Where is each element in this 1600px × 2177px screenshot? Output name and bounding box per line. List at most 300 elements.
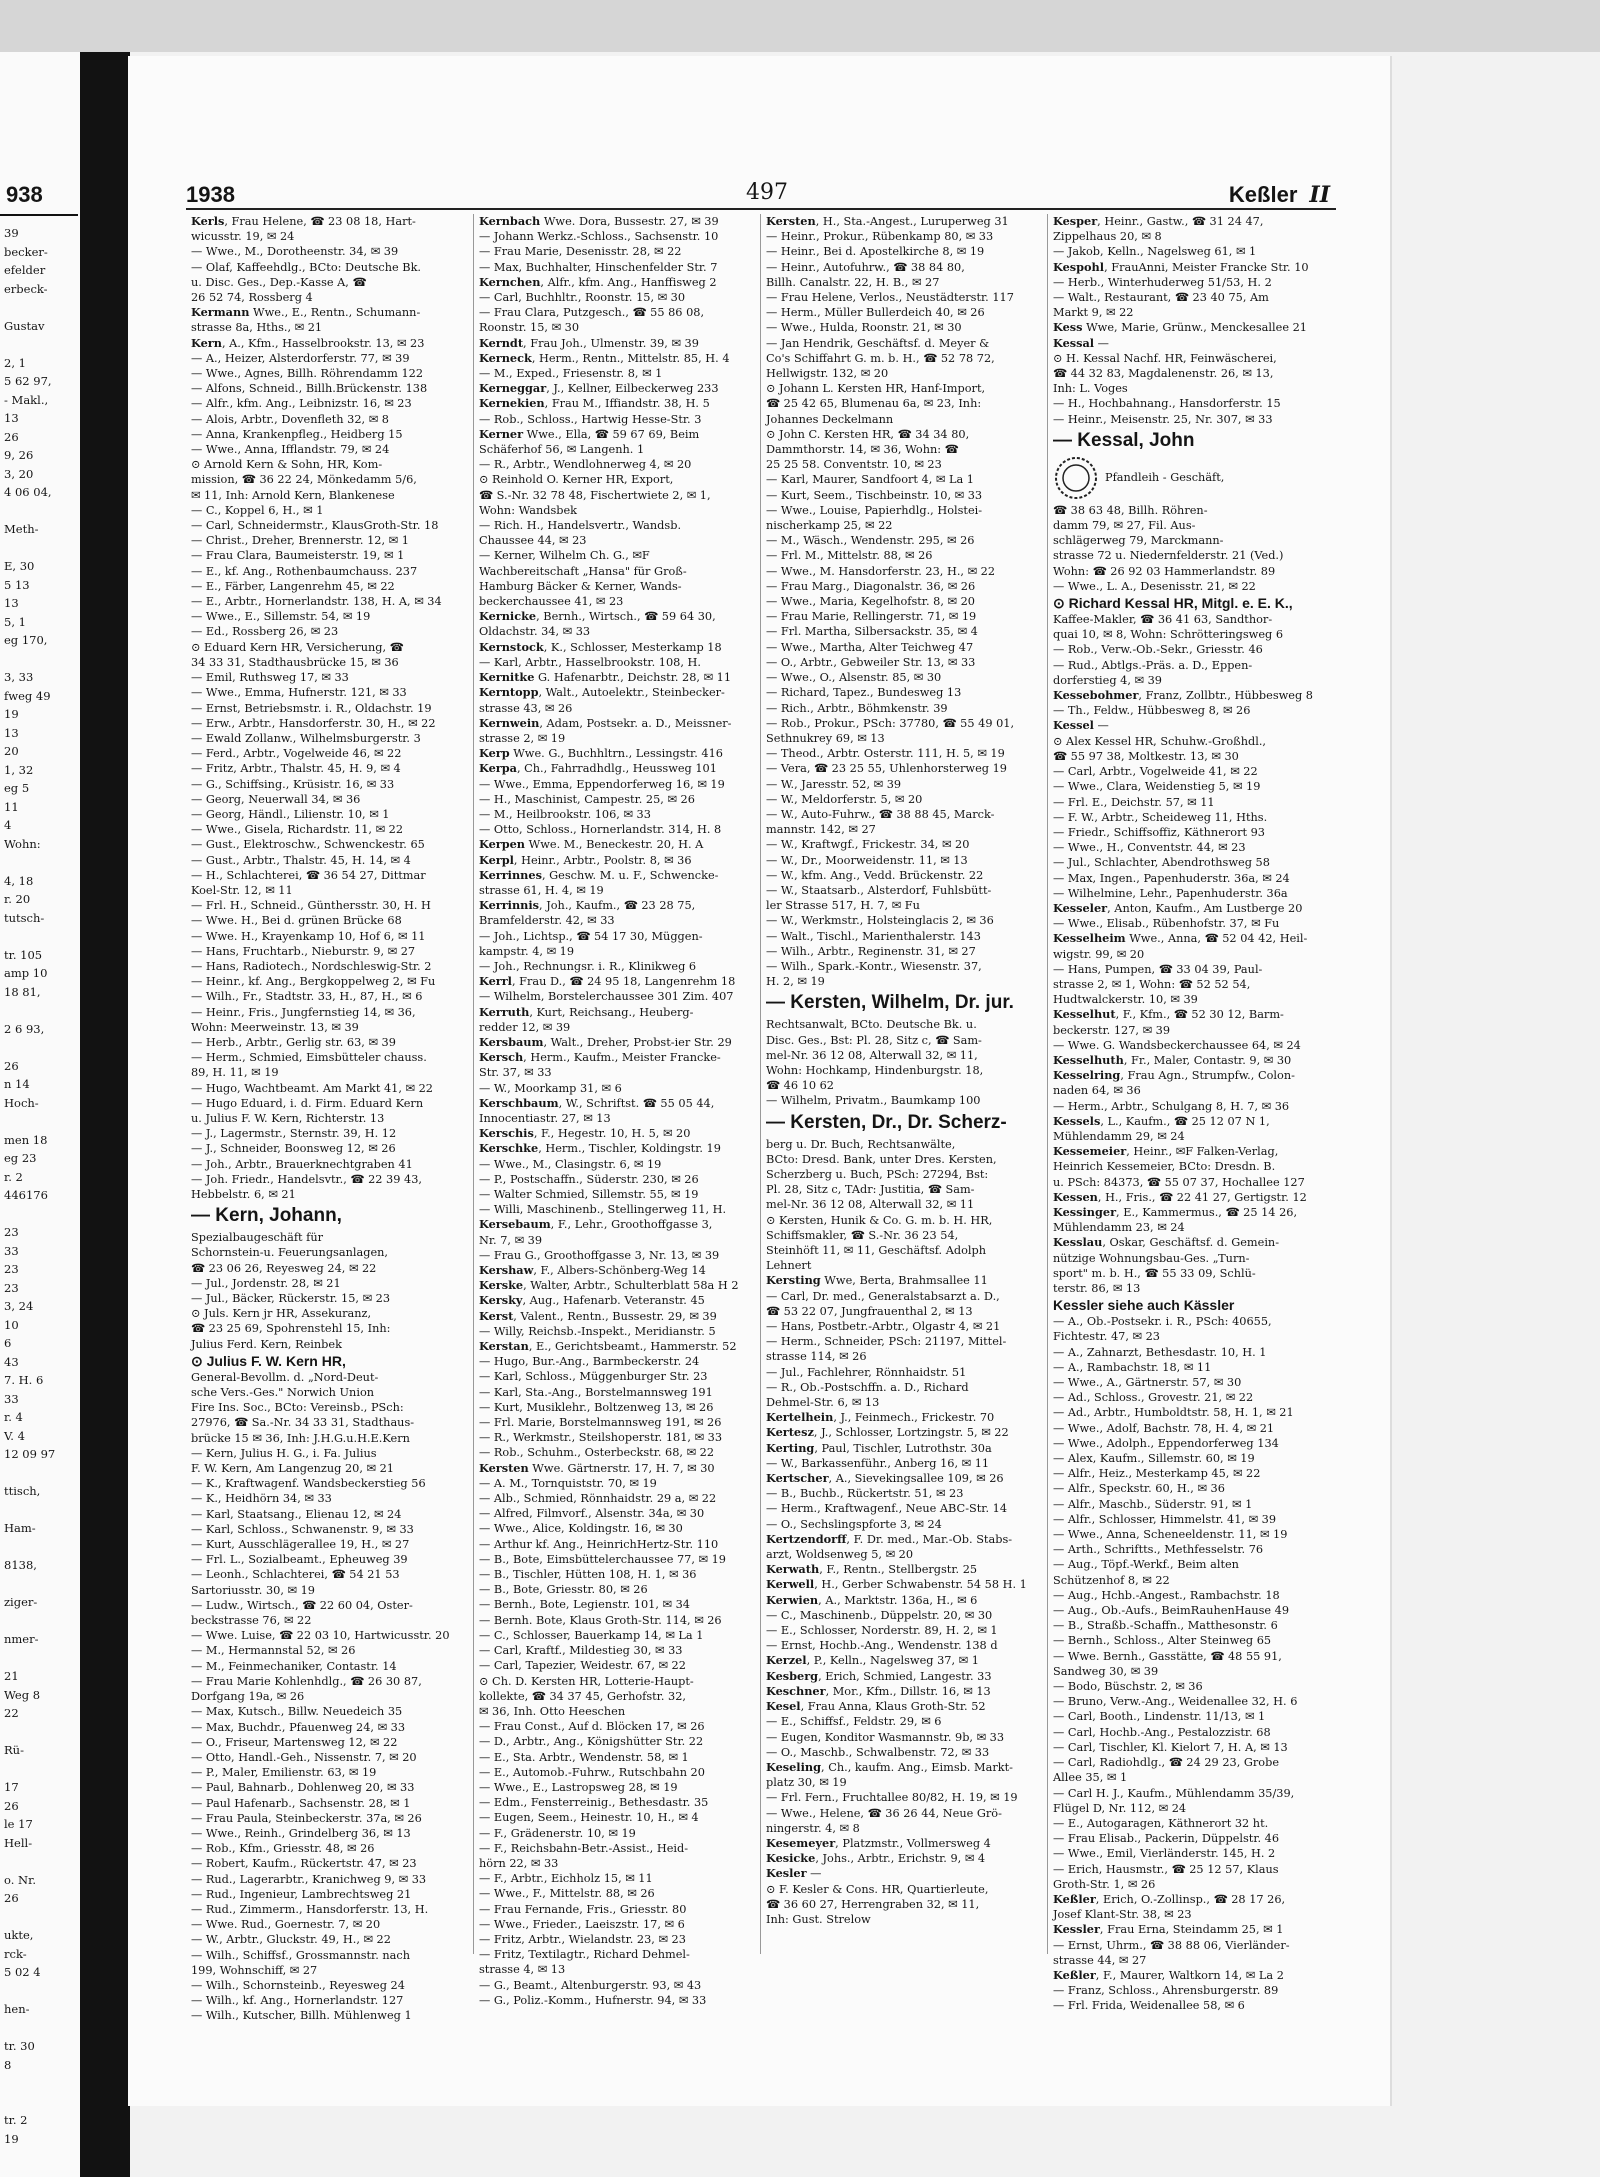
entry-surname: Kerruth bbox=[479, 1004, 530, 1019]
entry-surname: Kesemeyer bbox=[766, 1835, 836, 1850]
left-page-line: 4 06 04, bbox=[4, 485, 52, 499]
directory-entry: — Friedr., Schiffsoffiz, Käthnerort 93 bbox=[1053, 825, 1265, 839]
directory-entry: — Max, Ingen., Papenhuderstr. 36a, ✉ 24 bbox=[1053, 871, 1290, 885]
left-page-line bbox=[0, 2074, 84, 2093]
directory-entry: — W., Werkmstr., Holsteinglacis 2, ✉ 36 bbox=[766, 914, 994, 928]
directory-entry: Kaffee-Makler, ☎ 36 41 63, Sandthor- bbox=[1053, 613, 1273, 627]
directory-entry: — Wwe., M., Clasingstr. 6, ✉ 19 bbox=[479, 1157, 662, 1171]
directory-entry: — Frl. L., Sozialbeamt., Epheuweg 39 bbox=[191, 1553, 408, 1567]
left-page-line: r. 2 bbox=[4, 1169, 23, 1184]
directory-entry: — W., Dr., Moorweidenstr. 11, ✉ 13 bbox=[766, 853, 968, 867]
directory-column-1 bbox=[186, 214, 473, 2023]
left-page-line: Hell- bbox=[4, 1835, 33, 1850]
left-page-line: 4 bbox=[4, 818, 12, 832]
entry-surname: Kersky bbox=[479, 1293, 523, 1308]
left-page-line: hen- bbox=[4, 2002, 30, 2016]
directory-entry: — Jul., Schlachter, Abendrothsweg 58 bbox=[1053, 856, 1270, 870]
directory-entry: Kernekien, Frau M., Iffiandstr. 38, H. 5 bbox=[479, 396, 710, 411]
directory-entry: — Franz, Schloss., Ahrensburgerstr. 89 bbox=[1053, 1984, 1279, 1998]
directory-entry: Kernwein, Adam, Postsekr. a. D., Meissner- bbox=[479, 715, 732, 730]
entry-surname: Kessler bbox=[1053, 1922, 1100, 1937]
directory-entry: — A., Rambachstr. 18, ✉ 11 bbox=[1053, 1360, 1212, 1374]
directory-entry: Kertscher, A., Sievekingsallee 109, ✉ 26 bbox=[766, 1471, 1004, 1486]
directory-entry: — Rud., Lagerarbtr., Kranichweg 9, ✉ 33 bbox=[191, 1872, 427, 1886]
directory-entry: — Emil, Ruthsweg 17, ✉ 33 bbox=[191, 671, 349, 685]
left-page-line bbox=[0, 1464, 84, 1483]
directory-entry: — Wwe., M., Dorotheenstr. 34, ✉ 39 bbox=[191, 245, 399, 259]
directory-entry: Kerndt, Frau Joh., Ulmenstr. 39, ✉ 39 bbox=[479, 335, 699, 350]
directory-entry: — Carl, Hochb.-Ang., Pestalozzistr. 68 bbox=[1053, 1725, 1271, 1739]
left-page-line: 2 6 93, bbox=[4, 1021, 45, 1036]
directory-entry: — M., Wäsch., Wendenstr. 295, ✉ 26 bbox=[766, 534, 975, 548]
directory-entry: — Ad., Arbtr., Humboldtstr. 58, H. 1, ✉ 21 bbox=[1053, 1406, 1294, 1420]
directory-entry: — A. M., Tornquiststr. 70, ✉ 19 bbox=[479, 1476, 657, 1490]
left-page-line: men 18 bbox=[4, 1132, 48, 1147]
directory-entry: Wohn: Meerweinstr. 13, ✉ 39 bbox=[191, 1020, 359, 1034]
header-year: 1938 bbox=[186, 182, 235, 207]
directory-entry: Hebbelstr. 6, ✉ 21 bbox=[191, 1188, 296, 1201]
entry-surname: Kerls bbox=[191, 214, 225, 228]
left-page-line bbox=[0, 1112, 84, 1131]
directory-entry: — B., Bote, Griesstr. 80, ✉ 26 bbox=[479, 1583, 648, 1597]
directory-entry: Kerske, Walter, Arbtr., Schulterblatt 58a H 2 bbox=[479, 1278, 739, 1293]
entry-surname: Kessels bbox=[1053, 1113, 1101, 1128]
directory-entry: ⊙ John C. Kersten HR, ☎ 34 34 80, bbox=[766, 427, 970, 441]
left-page-line: 20 bbox=[4, 744, 19, 758]
left-page-line: 11 bbox=[4, 799, 19, 814]
directory-entry: Kerrl, Frau D., ☎ 24 95 18, Langenrehm 18 bbox=[479, 974, 736, 989]
directory-entry: Groth-Str. 1, ✉ 26 bbox=[1053, 1877, 1156, 1891]
directory-entry: — Carl, Radiohdlg., ☎ 24 29 23, Grobe bbox=[1053, 1756, 1280, 1770]
directory-entry: Co's Schiffahrt G. m. b. H., ☎ 52 78 72, bbox=[766, 351, 995, 365]
directory-entry: mission, ☎ 36 22 24, Mönkedamm 5/6, bbox=[191, 473, 417, 487]
directory-entry: — A., Ob.-Postsekr. i. R., PSch: 40655, bbox=[1053, 1315, 1272, 1329]
directory-entry: beckerchaussee 41, ✉ 23 bbox=[479, 595, 624, 609]
entry-surname: Kerzel bbox=[766, 1653, 807, 1668]
directory-entry: — Frl. Fern., Fruchtallee 80/82, H. 19, ✉ 19 bbox=[766, 1791, 1018, 1805]
directory-entry: — Ernst, Hochb.-Ang., Wendenstr. 138 d bbox=[766, 1639, 998, 1653]
left-page-line: r. 20 bbox=[4, 892, 31, 906]
directory-entry: 34 33 31, Stadthausbrücke 15, ✉ 36 bbox=[191, 655, 399, 669]
display-entry-heading: — Kessal, John bbox=[1053, 429, 1195, 451]
directory-entry: mannstr. 142, ✉ 27 bbox=[766, 823, 876, 837]
directory-entry: — Frau Fernande, Fris., Griesstr. 80 bbox=[479, 1902, 687, 1916]
directory-entry: Kersky, Aug., Hafenarb. Veteranstr. 45 bbox=[479, 1293, 705, 1308]
entry-surname: Kessinger bbox=[1053, 1204, 1117, 1219]
directory-entry: Kessemeier, Heinr., ✉F Falken-Verlag, bbox=[1053, 1144, 1279, 1159]
directory-entry: — Wwe. Bernh., Gasstätte, ☎ 48 55 91, bbox=[1053, 1649, 1282, 1663]
display-entry-heading: — Kersten, Dr., Dr. Scherz- bbox=[766, 1111, 1007, 1133]
directory-entry: Kesicke, Johs., Arbtr., Erichstr. 9, ✉ 4 bbox=[766, 1851, 986, 1866]
directory-entry: H. 2, ✉ 19 bbox=[766, 975, 825, 989]
directory-entry: — Karl, Schloss., Schwanenstr. 9, ✉ 33 bbox=[191, 1522, 414, 1536]
header-rule bbox=[186, 208, 1336, 210]
display-entry-heading: — Kersten, Wilhelm, Dr. jur. bbox=[766, 992, 1014, 1014]
directory-entry: Schützenhof 8, ✉ 22 bbox=[1053, 1573, 1170, 1587]
directory-entry: — W., kfm. Ang., Vedd. Brückenstr. 22 bbox=[766, 868, 984, 882]
directory-entry: — G., Poliz.-Komm., Hufnerstr. 94, ✉ 33 bbox=[479, 1993, 707, 2007]
directory-entry: — O., Sechslingspforte 3, ✉ 24 bbox=[766, 1517, 942, 1531]
directory-entry: — Wwe., Anna, Scheneeldenstr. 11, ✉ 19 bbox=[1053, 1528, 1288, 1542]
entry-surname: Kertelhein bbox=[766, 1410, 834, 1425]
left-page-line: le 17 bbox=[4, 1817, 33, 1831]
directory-entry: Wohn: Hochkamp, Hindenburgstr. 18, bbox=[766, 1063, 984, 1077]
directory-entry: — Bodo, Büschstr. 2, ✉ 36 bbox=[1053, 1680, 1203, 1694]
directory-entry: strasse 44, ✉ 27 bbox=[1053, 1953, 1147, 1967]
directory-entry: Kersbaum, Walt., Dreher, Probst-ier Str. 29 bbox=[479, 1034, 732, 1049]
directory-entry: Kershaw, F., Albers-Schönberg-Weg 14 bbox=[479, 1263, 706, 1278]
directory-entry: — Wilhelm, Borstelerchaussee 301 Zim. 407 bbox=[479, 990, 734, 1004]
left-page-line: 8 bbox=[4, 2057, 12, 2072]
directory-entry: Wachbereitschaft „Hansa" für Groß- bbox=[479, 564, 687, 578]
directory-entry: nützige Wohnungsbau-Ges. „Turn- bbox=[1053, 1251, 1250, 1265]
directory-entry: — Willy, Reichsb.-Inspekt., Meridianstr. 5 bbox=[479, 1324, 716, 1338]
directory-entry: — Walt., Tischl., Marienthalerstr. 143 bbox=[766, 929, 981, 943]
directory-entry: ☎ 46 10 62 bbox=[766, 1079, 834, 1093]
directory-entry: 199, Wohnschiff, ✉ 27 bbox=[191, 1963, 318, 1977]
directory-entry: — Carl, Tischler, Kl. Kielort 7, H. A, ✉ 13 bbox=[1053, 1740, 1288, 1754]
entry-surname: Kertscher bbox=[766, 1471, 829, 1486]
left-page-line bbox=[0, 298, 84, 317]
directory-entry: — Herm., Müller Bullerdeich 40, ✉ 26 bbox=[766, 306, 985, 320]
directory-entry: — Wwe., Anna, Ifflandstr. 79, ✉ 24 bbox=[191, 443, 390, 457]
directory-entry: — Frl. Martha, Silbersackstr. 35, ✉ 4 bbox=[766, 625, 978, 639]
directory-entry: — Ernst, Uhrm., ☎ 38 88 06, Vierländer- bbox=[1053, 1938, 1290, 1952]
directory-entry: arzt, Woldsenweg 5, ✉ 20 bbox=[766, 1548, 914, 1562]
entry-surname: Kerske bbox=[479, 1278, 524, 1293]
directory-entry: — Wwe., M. Hansdorferstr. 23, H., ✉ 22 bbox=[766, 564, 996, 578]
directory-entry: Steinhöft 11, ✉ 11, Geschäftsf. Adolph bbox=[766, 1244, 987, 1257]
directory-entry: — Paul Hafenarb., Sachsenstr. 28, ✉ 1 bbox=[191, 1796, 411, 1810]
directory-entry: redder 12, ✉ 39 bbox=[479, 1020, 571, 1034]
directory-entry: — W., Meldorferstr. 5, ✉ 20 bbox=[766, 792, 923, 806]
entry-surname: Kessen bbox=[1053, 1189, 1098, 1204]
directory-entry: — Jul., Fachlehrer, Rönnhaidstr. 51 bbox=[766, 1365, 967, 1379]
directory-entry: — Wwe. G. Wandsbeckerchaussee 64, ✉ 24 bbox=[1053, 1038, 1301, 1052]
directory-entry: strasse 61, H. 4, ✉ 19 bbox=[479, 883, 604, 897]
directory-entry: — Max, Buchdr., Pfauenweg 24, ✉ 33 bbox=[191, 1720, 406, 1734]
left-page-line: 33 bbox=[4, 1243, 19, 1258]
left-page-line: 18 81, bbox=[4, 984, 41, 999]
directory-entry: Kerst, Valent., Rentn., Bussestr. 29, ✉ 39 bbox=[479, 1308, 717, 1323]
directory-entry: — Aug., Ob.-Aufs., BeimRauhenHause 49 bbox=[1053, 1604, 1290, 1618]
directory-entry: — Alfr., Speckstr. 60, H., ✉ 36 bbox=[1053, 1482, 1225, 1496]
directory-entry: — Alb., Schmied, Rönnhaidstr. 29 a, ✉ 22 bbox=[479, 1492, 717, 1506]
directory-entry: — Kern, Julius H. G., i. Fa. Julius bbox=[191, 1446, 377, 1460]
directory-entry: — Willi, Maschinenb., Stellingerweg 11, H. bbox=[479, 1203, 727, 1217]
directory-entry: Inh: L. Voges bbox=[1053, 382, 1128, 396]
directory-entry: — Wwe. Rud., Goernestr. 7, ✉ 20 bbox=[191, 1918, 381, 1932]
directory-entry: naden 64, ✉ 36 bbox=[1053, 1084, 1141, 1098]
entry-surname: Kerschke bbox=[479, 1141, 539, 1156]
directory-entry: Fire Ins. Soc., BCto: Vereinsb., PSch: bbox=[191, 1401, 404, 1415]
entry-surname: Kesselheim bbox=[1053, 931, 1126, 946]
directory-entry: Kerschbaum, W., Schriftst. ☎ 55 05 44, bbox=[479, 1095, 715, 1110]
directory-entry: strasse 114, ✉ 26 bbox=[766, 1350, 867, 1364]
directory-entry: — Fritz, Arbtr., Thalstr. 45, H. 9, ✉ 4 bbox=[191, 762, 401, 776]
directory-entry: — Wwe. H., Krayenkamp 10, Hof 6, ✉ 11 bbox=[191, 929, 426, 943]
directory-entry: — Wwe., H., Conventstr. 44, ✉ 23 bbox=[1053, 841, 1246, 855]
directory-entry: ⊙ F. Kesler & Cons. HR, Quartierleute, bbox=[766, 1882, 989, 1896]
entry-surname: Kerstan bbox=[479, 1339, 529, 1354]
directory-entry: — Alex, Kaufm., Sillemstr. 60, ✉ 19 bbox=[1053, 1452, 1255, 1466]
directory-entry: mel-Nr. 36 12 08, Alterwall 32, ✉ 11 bbox=[766, 1198, 975, 1212]
directory-entry: Kersch, Herm., Kaufm., Meister Francke- bbox=[479, 1050, 721, 1065]
directory-entry: — Frl. H., Schneid., Günthersstr. 30, H. H bbox=[191, 899, 431, 913]
directory-entry: Keseling, Ch., kaufm. Ang., Eimsb. Markt- bbox=[766, 1759, 1013, 1774]
directory-entry: — Paul, Bahnarb., Dohlenweg 20, ✉ 33 bbox=[191, 1781, 415, 1795]
directory-entry: Kespohl, FrauAnni, Meister Francke Str. 10 bbox=[1053, 259, 1309, 274]
directory-entry: — Ewald Zollanw., Wilhelmsburgerstr. 3 bbox=[191, 731, 421, 745]
directory-entry: General-Bevollm. d. „Nord-Deut- bbox=[191, 1370, 379, 1384]
directory-entry: — W., Moorkamp 31, ✉ 6 bbox=[479, 1081, 622, 1095]
directory-entry: Kernbach Wwe. Dora, Bussestr. 27, ✉ 39 bbox=[479, 214, 719, 228]
entry-surname: Kesel bbox=[766, 1699, 801, 1714]
left-page-line: 3, 33 bbox=[4, 670, 34, 684]
directory-entry: — H., Schlachterei, ☎ 36 54 27, Dittmar bbox=[191, 868, 426, 882]
left-page-line: eg 170, bbox=[4, 633, 48, 647]
directory-entry: — Fritz, Textilagtr., Richard Dehmel- bbox=[479, 1948, 690, 1962]
book-spine bbox=[80, 52, 130, 2177]
directory-entry: Kermann Wwe., E., Rentn., Schumann- bbox=[191, 305, 421, 320]
directory-entry: — M., Hermannstal 52, ✉ 26 bbox=[191, 1644, 356, 1658]
directory-entry: Kerls, Frau Helene, ☎ 23 08 18, Hart- bbox=[191, 214, 416, 228]
directory-entry: Hellwigstr. 132, ✉ 20 bbox=[766, 367, 889, 381]
left-page-line bbox=[0, 1908, 84, 1927]
directory-entry: Wohn: ☎ 26 92 03 Hammerlandstr. 89 bbox=[1053, 564, 1276, 578]
directory-entry: ☎ S.-Nr. 32 78 48, Fischertwiete 2, ✉ 1, bbox=[479, 488, 711, 502]
directory-entry: — Bernh., Bote, Legienstr. 101, ✉ 34 bbox=[479, 1598, 690, 1612]
left-page-line: 4, 18 bbox=[4, 873, 34, 888]
directory-entry: Kesberg, Erich, Schmied, Langestr. 33 bbox=[766, 1668, 992, 1683]
left-page-line: 1, 32 bbox=[4, 762, 34, 777]
left-page-line: 26 bbox=[4, 1891, 19, 1905]
directory-entry: Kertelhein, J., Feinmech., Frickestr. 70 bbox=[766, 1410, 995, 1425]
directory-entry: ✉ 36, Inh. Otto Heeschen bbox=[479, 1704, 626, 1718]
left-page-line: 5 13 bbox=[4, 577, 30, 592]
directory-entry: — H., Hochbahnang., Hansdorferstr. 15 bbox=[1053, 397, 1281, 411]
directory-entry: — Alfons, Schneid., Billh.Brückenstr. 138 bbox=[191, 382, 428, 396]
entry-surname: Kertzendorff bbox=[766, 1531, 847, 1546]
directory-entry: Schornstein-u. Feuerungsanlagen, bbox=[191, 1246, 388, 1260]
directory-entry: u. Disc. Ges., Dep.-Kasse A, ☎ bbox=[191, 275, 367, 289]
directory-entry: — Bruno, Verw.-Ang., Weidenallee 32, H. 6 bbox=[1053, 1695, 1298, 1709]
directory-entry: — R., Ob.-Postschffn. a. D., Richard bbox=[766, 1380, 969, 1394]
directory-entry: Sandweg 30, ✉ 39 bbox=[1053, 1664, 1159, 1678]
directory-entry: Inh: Gust. Strelow bbox=[766, 1912, 871, 1926]
directory-entry: 27976, ☎ Sa.-Nr. 34 33 31, Stadthaus- bbox=[191, 1416, 415, 1430]
directory-entry: — Carl, Dr. med., Generalstabsarzt a. D., bbox=[766, 1289, 1000, 1303]
directory-entry: — Hans, Radiotech., Nordschleswig-Str. 2 bbox=[191, 959, 432, 973]
directory-entry: — Carl, Arbtr., Vogelweide 41, ✉ 22 bbox=[1053, 765, 1258, 779]
directory-entry: — Wwe., Clara, Weidenstieg 5, ✉ 19 bbox=[1053, 780, 1261, 794]
entry-surname: Kersbaum bbox=[479, 1034, 544, 1049]
directory-entry: — Carl, Schneidermstr., KlausGroth-Str. 18 bbox=[191, 519, 439, 533]
left-page-line: 13 bbox=[4, 596, 19, 610]
directory-entry: Bramfelderstr. 42, ✉ 33 bbox=[479, 914, 615, 928]
directory-entry: — O., Friseur, Martensweg 12, ✉ 22 bbox=[191, 1735, 398, 1749]
directory-entry: — Heinr., kf. Ang., Bergkoppelweg 2, ✉ Fu bbox=[191, 975, 436, 989]
directory-entry: — Rich., Arbtr., Böhmkenstr. 39 bbox=[766, 701, 948, 715]
entry-surname: Keßler bbox=[1053, 1967, 1096, 1982]
directory-entry: beckerstr. 127, ✉ 39 bbox=[1053, 1023, 1171, 1037]
directory-entry: — E., Autogaragen, Käthnerort 32 ht. bbox=[1053, 1816, 1269, 1830]
directory-entry: Mühlendamm 29, ✉ 24 bbox=[1053, 1129, 1185, 1143]
entry-surname: Kernwein bbox=[479, 715, 540, 730]
left-page-fragment bbox=[0, 52, 84, 2177]
entry-surname: Kermann bbox=[191, 305, 250, 320]
directory-entry: Sartoriusstr. 30, ✉ 19 bbox=[191, 1583, 315, 1597]
directory-entry: Wohn: Wandsbek bbox=[479, 503, 578, 517]
left-page-line bbox=[0, 1501, 84, 1520]
directory-entry: — W., Auto-Fuhrw., ☎ 38 88 45, Marck- bbox=[766, 807, 995, 821]
directory-entry: — Frau Clara, Baumeisterstr. 19, ✉ 1 bbox=[191, 549, 405, 563]
directory-entry: Spezialbaugeschäft für bbox=[191, 1231, 324, 1245]
entry-surname: Kersten bbox=[766, 214, 816, 228]
left-page-line: 9, 26 bbox=[4, 448, 34, 462]
entry-surname: Kersch bbox=[479, 1050, 524, 1065]
directory-entry: — O., Maschb., Schwalbenstr. 72, ✉ 33 bbox=[766, 1745, 990, 1759]
directory-entry: Billh. Canalstr. 22, H. B., ✉ 27 bbox=[766, 275, 940, 289]
directory-entry: — R., Werkmstr., Steilshoperstr. 181, ✉ 33 bbox=[479, 1431, 723, 1445]
directory-entry: Schiffsmakler, ☎ S.-Nr. 36 23 54, bbox=[766, 1228, 959, 1242]
directory-entry: ☎ 38 63 48, Billh. Röhren- bbox=[1053, 503, 1208, 517]
directory-entry: — G., Beamt., Altenburgerstr. 93, ✉ 43 bbox=[479, 1978, 702, 1992]
directory-entry: — Frau Helene, Verlos., Neustädterstr. 117 bbox=[766, 291, 1014, 305]
entry-surname: Keschner bbox=[766, 1683, 826, 1698]
directory-entry: — Jan Hendrik, Geschäftsf. d. Meyer & bbox=[766, 336, 990, 350]
left-page-line bbox=[0, 1038, 84, 1057]
directory-entry: — Gust., Arbtr., Thalstr. 45, H. 14, ✉ 4 bbox=[191, 853, 411, 867]
directory-entry: — Wwe. Luise, ☎ 22 03 10, Hartwicusstr. 20 bbox=[191, 1629, 450, 1643]
directory-entry: — Bernh. Bote, Klaus Groth-Str. 114, ✉ 26 bbox=[479, 1613, 722, 1627]
left-page-line: 12 09 97 bbox=[4, 1447, 56, 1461]
header-page-number: 497 bbox=[746, 180, 788, 205]
directory-entry: Kernstock, K., Schlosser, Mesterkamp 18 bbox=[479, 639, 722, 654]
entry-surname: Kespohl bbox=[1053, 259, 1105, 274]
entry-surname: Kesseler bbox=[1053, 900, 1108, 915]
directory-entry: Kesselhut, F., Kfm., ☎ 52 30 12, Barm- bbox=[1053, 1007, 1284, 1022]
directory-entry: Kesslau, Oskar, Geschäftsf. d. Gemein- bbox=[1053, 1235, 1280, 1250]
directory-entry: — Kurt, Musiklehr., Boltzenweg 13, ✉ 26 bbox=[479, 1400, 714, 1414]
directory-entry: — Wilh., Fr., Stadtstr. 33, H., 87, H., ✉ 6 bbox=[191, 990, 423, 1004]
directory-entry: Kesler — bbox=[766, 1866, 822, 1881]
directory-entry: — Frau Paula, Steinbeckerstr. 37a, ✉ 26 bbox=[191, 1811, 422, 1825]
directory-entry: — Karl, Schloss., Müggenburger Str. 23 bbox=[479, 1370, 708, 1384]
left-page-line: ttisch, bbox=[4, 1484, 41, 1498]
entry-surname: Kernstock bbox=[479, 639, 544, 654]
directory-entry: — C., Schlosser, Bauerkamp 14, ✉ La 1 bbox=[479, 1628, 704, 1642]
entry-surname: Kess bbox=[1053, 320, 1083, 335]
directory-entry: Zippelhaus 20, ✉ 8 bbox=[1053, 230, 1162, 244]
entry-surname: Kersten bbox=[479, 1460, 529, 1475]
directory-entry: — Herb., Winterhuderweg 51/53, H. 2 bbox=[1053, 275, 1272, 289]
directory-entry: Keschner, Mor., Kfm., Dillstr. 16, ✉ 13 bbox=[766, 1683, 991, 1698]
directory-entry: — Rob., Kfm., Griesstr. 48, ✉ 26 bbox=[191, 1842, 375, 1856]
directory-entry: — Georg, Neuerwall 34, ✉ 36 bbox=[191, 792, 361, 806]
directory-entry: — P., Postschaffn., Süderstr. 230, ✉ 26 bbox=[479, 1172, 699, 1186]
directory-entry: — Carl H. J., Kaufm., Mühlendamm 35/39, bbox=[1053, 1786, 1295, 1800]
directory-entry: Kesselring, Frau Agn., Strumpfw., Colon- bbox=[1053, 1068, 1295, 1083]
directory-entry: — D., Arbtr., Ang., Königshütter Str. 22 bbox=[479, 1735, 704, 1749]
directory-entry: — Aug., Hchb.-Angest., Rambachstr. 18 bbox=[1053, 1588, 1280, 1602]
entry-surname: Kesselhut bbox=[1053, 1007, 1116, 1022]
left-page-line: tutsch- bbox=[4, 910, 45, 925]
left-page-line: tr. 105 bbox=[4, 947, 43, 962]
directory-entry: — Wwe., Helene, ☎ 36 26 44, Neue Grö- bbox=[766, 1806, 1002, 1820]
directory-entry: — E., Sta. Arbtr., Wendenstr. 58, ✉ 1 bbox=[479, 1750, 689, 1764]
directory-entry: ⊙ Reinhold O. Kerner HR, Export, bbox=[479, 473, 674, 487]
directory-entry: — Wwe. H., Bei d. grünen Brücke 68 bbox=[191, 914, 402, 928]
directory-column-4 bbox=[1047, 214, 1334, 2013]
directory-entry: Kessal — bbox=[1053, 335, 1109, 350]
directory-entry: — Rud., Ingenieur, Lambrechtsweg 21 bbox=[191, 1887, 412, 1901]
directory-entry: ☎ 55 97 38, Moltkestr. 13, ✉ 30 bbox=[1053, 749, 1239, 763]
directory-entry: Kerp Wwe. G., Buchhltrn., Lessingstr. 416 bbox=[479, 746, 723, 761]
directory-entry: — Karl, Arbtr., Hasselbrookstr. 108, H. bbox=[479, 655, 701, 669]
directory-entry: BCto: Dresd. Bank, unter Dres. Kersten, bbox=[766, 1152, 997, 1166]
directory-entry: Roonstr. 15, ✉ 30 bbox=[479, 321, 580, 335]
entry-surname: Kerpen bbox=[479, 837, 526, 852]
entry-surname: Kernitke bbox=[479, 670, 535, 685]
left-page-line: 39 bbox=[4, 226, 19, 240]
left-page-line: Hoch- bbox=[4, 1095, 39, 1110]
left-page-line: 43 bbox=[4, 1354, 19, 1369]
left-page-line bbox=[0, 1852, 84, 1871]
directory-entry: Sethnukrey 69, ✉ 13 bbox=[766, 731, 885, 745]
directory-entry: — E., Färber, Langenrehm 45, ✉ 22 bbox=[191, 579, 395, 593]
directory-entry: — Hans, Pumpen, ☎ 33 04 39, Paul- bbox=[1053, 962, 1263, 976]
directory-entry: — Wwe., E., Lastropsweg 28, ✉ 19 bbox=[479, 1780, 678, 1794]
left-page-line bbox=[0, 927, 84, 946]
directory-entry: — Wilhelmine, Lehr., Papenhuderstr. 36a bbox=[1053, 886, 1288, 900]
directory-entry: ☎ 53 22 07, Jungfrauenthal 2, ✉ 13 bbox=[766, 1304, 973, 1318]
directory-entry: — Alfr., Heiz., Mesterkamp 45, ✉ 22 bbox=[1053, 1467, 1261, 1481]
left-page-line bbox=[0, 335, 84, 354]
directory-entry: ☎ 25 42 65, Blumenau 6a, ✉ 23, Inh: bbox=[766, 397, 982, 411]
directory-entry: — Alfred, Filmvorf., Alsenstr. 34a, ✉ 30 bbox=[479, 1507, 705, 1521]
entry-surname: Kersebaum bbox=[479, 1217, 551, 1232]
directory-entry: — Richard, Tapez., Bundesweg 13 bbox=[766, 686, 962, 700]
left-page-line: 6 bbox=[4, 1336, 12, 1350]
directory-entry: — B., Tischler, Hütten 108, H. 1, ✉ 36 bbox=[479, 1568, 697, 1582]
left-page-line: Meth- bbox=[4, 522, 39, 536]
entry-surname: Kernchen bbox=[479, 274, 541, 289]
left-page-line: 5, 1 bbox=[4, 614, 26, 629]
directory-entry: — Christ., Dreher, Brennerstr. 12, ✉ 1 bbox=[191, 534, 409, 548]
directory-entry: ☎ 36 60 27, Herrengraben 32, ✉ 11, bbox=[766, 1897, 980, 1911]
directory-entry: Kerwath, F., Rentn., Stellbergstr. 25 bbox=[766, 1562, 978, 1577]
directory-entry: Pl. 28, Sitz c, TAdr: Justitia, ☎ Sam- bbox=[766, 1183, 975, 1197]
directory-entry: Koel-Str. 12, ✉ 11 bbox=[191, 883, 293, 897]
directory-entry: — Jakob, Kelln., Nagelsweg 61, ✉ 1 bbox=[1053, 245, 1257, 259]
directory-entry: — W., Arbtr., Gluckstr. 49, H., ✉ 22 bbox=[191, 1933, 391, 1947]
left-page-line: - Makl., bbox=[4, 392, 49, 407]
directory-column-3 bbox=[760, 214, 1047, 1954]
directory-entry: Josef Klant-Str. 38, ✉ 23 bbox=[1053, 1908, 1192, 1922]
directory-entry: — Wwe., Reinh., Grindelberg 36, ✉ 13 bbox=[191, 1826, 411, 1840]
entry-surname: Kerpa bbox=[479, 761, 517, 776]
directory-entry: Nr. 7, ✉ 39 bbox=[479, 1233, 543, 1247]
directory-entry: — Walter Schmied, Sillemstr. 55, ✉ 19 bbox=[479, 1188, 699, 1201]
entry-surname: Kerner bbox=[479, 426, 524, 441]
left-page-line: amp 10 bbox=[4, 966, 48, 980]
left-page-line: 2, 1 bbox=[4, 355, 26, 370]
directory-entry: Kersten Wwe. Gärtnerstr. 17, H. 7, ✉ 30 bbox=[479, 1460, 715, 1475]
entry-surname: Kesberg bbox=[766, 1668, 819, 1683]
directory-entry: — Wwe., Adolph., Eppendorferweg 134 bbox=[1053, 1436, 1279, 1450]
directory-entry: berg u. Dr. Buch, Rechtsanwälte, bbox=[766, 1137, 956, 1151]
